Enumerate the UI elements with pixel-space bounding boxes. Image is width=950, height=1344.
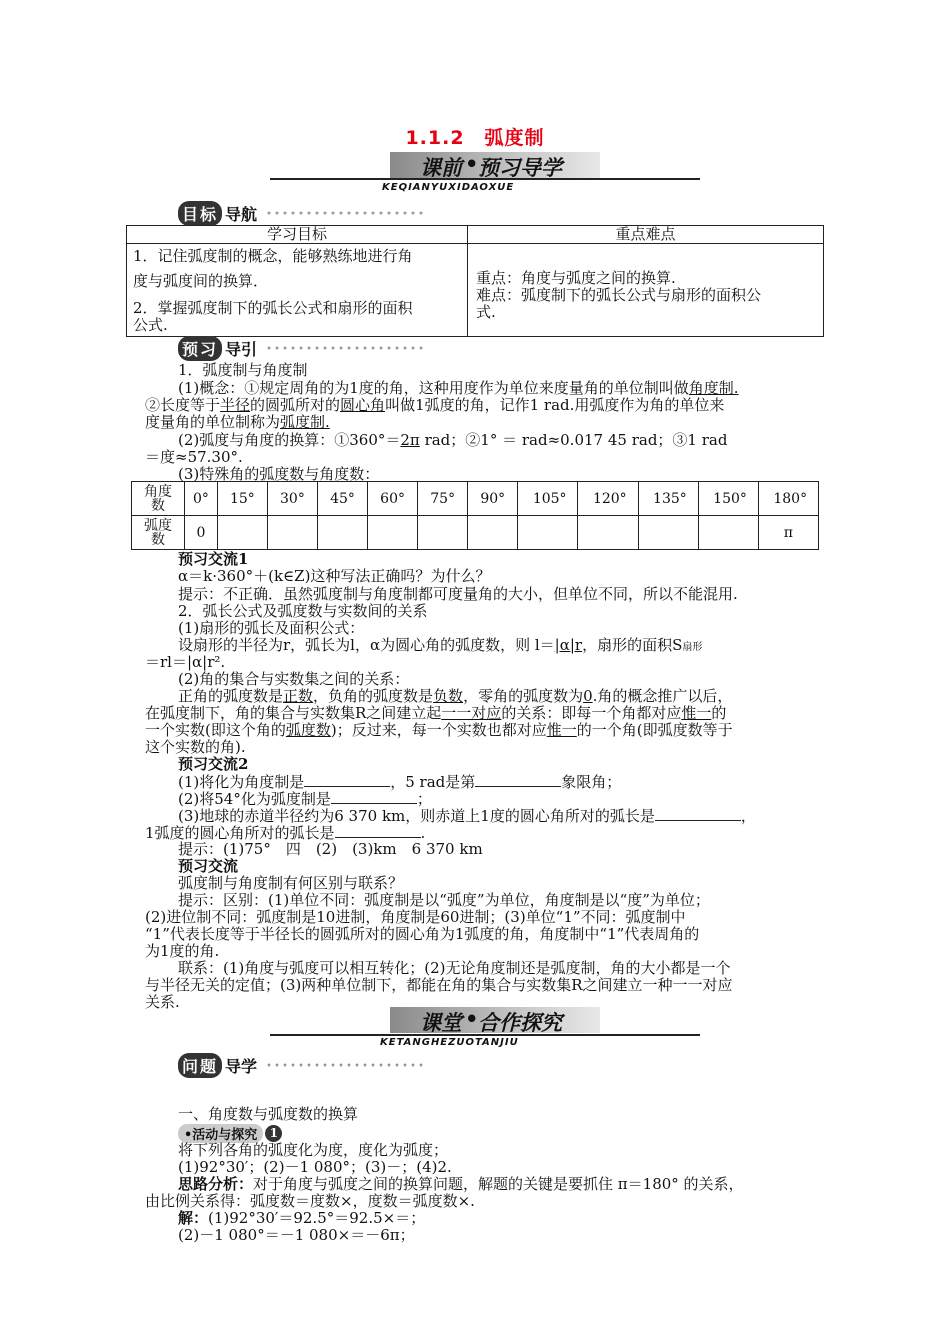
text-line: 2．弧长公式及弧度数与实数间的关系 <box>178 602 428 620</box>
radian-cell <box>418 516 468 550</box>
exchange-heading: 预习交流 <box>178 857 239 875</box>
text-line <box>145 705 726 722</box>
banner-title-sub: 合作探究 <box>478 1011 562 1035</box>
underlined-answer: 弧度数 <box>285 721 331 739</box>
text-line: 弧度制与角度制有何区别与联系？ <box>178 874 404 892</box>
page-title: 1.1.2 弧度制 <box>405 127 545 149</box>
degree-cell: 75° <box>418 482 468 516</box>
banner-pinyin: KETANGHEZUOTANJIU <box>380 1037 519 1048</box>
underlined-answer: 一一对应 <box>441 704 502 722</box>
text-line <box>178 773 621 791</box>
answer-blank[interactable] <box>335 824 421 838</box>
degree-text: 135° <box>653 490 687 507</box>
degree-cell: 60° <box>368 482 418 516</box>
text-span: 的圆弧所对的 <box>250 396 341 414</box>
text-line: 为1度的角. <box>145 942 220 960</box>
exchange-heading: 预习交流1 <box>178 550 249 568</box>
text-line <box>178 432 727 449</box>
underlined-answer: 负数 <box>433 687 464 705</box>
text-span: .角的概念推广以后， <box>592 687 733 705</box>
text-line: 与半径无关的定值；(3)两种单位制下，都能在角的集合与实数集R之间建立一种一一对应 <box>145 976 733 994</box>
keypoint-line: 式. <box>476 303 496 321</box>
underlined-answer: 2π <box>400 431 420 449</box>
text-span: (1)92°30′＝92.5°＝92.5×＝； <box>208 1209 426 1227</box>
text-span: 度量角的单位制称为 <box>145 413 281 431</box>
text-line: “1”代表长度等于半径长的圆弧所对的圆心角为1弧度的角，角度制中“1”代表周角的 <box>145 925 700 943</box>
underlined-answer: 角度制. <box>688 379 739 397</box>
text-line: α＝k·360°＋(k∈Z)这种写法正确吗？为什么？ <box>178 567 491 585</box>
banner-rule <box>270 178 700 180</box>
text-line: (1)扇形的弧长及面积公式： <box>178 619 365 637</box>
underlined-answer: 0 <box>583 687 593 705</box>
text-span: 对于角度与弧度之间的换算问题，解题的关键是要抓住 π＝180° 的关系， <box>253 1175 744 1193</box>
banner-title-dot: • <box>465 1007 479 1031</box>
activity-number: 1 <box>265 1125 282 1142</box>
goal-line: 1．记住弧度制的概念，能够熟练地进行角 <box>133 247 413 265</box>
text-span: 的关系：即每一个角都对应 <box>501 704 682 722</box>
answer-blank[interactable] <box>655 807 741 821</box>
goal-header-right: 重点难点 <box>468 226 824 244</box>
text-span: ，扇形的面积S <box>582 636 683 654</box>
text-line <box>145 414 330 431</box>
banner-title-main: 课堂 <box>420 1011 462 1035</box>
radian-cell <box>578 516 638 550</box>
activity-label <box>178 1124 282 1142</box>
text-line <box>178 688 732 705</box>
subsection-heading: 一、角度数与弧度数的换算 <box>178 1105 359 1123</box>
text-span: 1弧度的圆心角所对的弧长是 <box>145 824 335 842</box>
special-angle-table <box>131 481 819 550</box>
degree-cell <box>758 482 818 516</box>
goal-line: 度与弧度间的换算． <box>133 272 269 290</box>
radian-cell <box>638 516 698 550</box>
text-line <box>178 790 432 808</box>
text-line: 关系. <box>145 993 180 1011</box>
underlined-answer: 圆心角 <box>340 396 386 414</box>
degree-text: 150° <box>713 490 747 507</box>
answer-blank[interactable] <box>331 790 417 804</box>
text-line <box>145 722 733 739</box>
subscript: 扇形 <box>682 642 703 653</box>
text-span: ； <box>416 790 432 808</box>
goal-line: 公式. <box>133 316 168 334</box>
bold-label: 解： <box>178 1209 209 1227</box>
banner-title-dot: • <box>465 152 479 176</box>
text-span: rad；②1° ＝ rad≈0.017 45 rad；③1 rad <box>419 431 728 449</box>
underlined-answer: |α|r <box>554 636 583 654</box>
text-line: 提示：(1)75° 四 (2) (3)km 6 370 km <box>178 840 483 858</box>
answer-blank[interactable] <box>304 773 390 787</box>
radian-cell <box>518 516 578 550</box>
row-label-text: 弧度数 <box>144 517 172 548</box>
radian-cell: 0 <box>185 516 218 550</box>
text-span: 正角的弧度数是 <box>178 687 284 705</box>
text-line <box>145 397 724 414</box>
goal-keypoints-cell <box>468 244 824 337</box>
degree-text: 105° <box>532 490 567 507</box>
text-span: 设扇形的半径为r，弧长为l，α为圆心角的弧度数，则 l＝ <box>178 636 555 654</box>
exchange-heading: 预习交流2 <box>178 755 249 773</box>
goal-line: 2．掌握弧度制下的弧长公式和扇形的面积 <box>133 299 413 317</box>
degree-cell: 0° <box>185 482 218 516</box>
degree-cell <box>518 482 578 516</box>
text-span: 象限角； <box>561 773 622 791</box>
banner-pinyin: KEQIANYUXIDAOXUE <box>382 182 515 193</box>
banner-rule <box>270 1034 700 1036</box>
text-line: (3)特殊角的弧度数与角度数： <box>178 465 380 483</box>
degree-text: 180° <box>773 490 808 507</box>
goal-header-left: 学习目标 <box>127 226 468 244</box>
activity-text: •活动与探究 <box>178 1124 263 1143</box>
text-span: ，零角的弧度数为 <box>463 687 584 705</box>
text-span: 一个实数(即这个角的 <box>145 721 286 739</box>
row-label-text: 角度数 <box>144 483 172 514</box>
section-preview <box>178 336 425 360</box>
radian-cell <box>217 516 267 550</box>
degree-cell <box>638 482 698 516</box>
text-span: (1)将化为角度制是 <box>178 773 305 791</box>
degree-cell <box>578 482 638 516</box>
text-line <box>178 807 756 825</box>
text-span: (2)弧度与角度的换算：①360°＝ <box>178 431 401 449</box>
row-label <box>132 516 185 550</box>
section-pill: 预习 <box>178 336 222 361</box>
text-line: 由比例关系得：弧度数＝度数×，度数＝弧度数×. <box>145 1192 475 1210</box>
radian-cell: π <box>758 516 818 550</box>
underlined-answer: 惟一 <box>546 721 577 739</box>
radian-cell <box>317 516 367 550</box>
text-line: (2)－1 080°＝－1 080×＝－6π； <box>178 1226 415 1244</box>
text-span: )；反过来，每一个实数也都对应 <box>330 721 547 739</box>
text-span: (2)将54°化为弧度制是 <box>178 790 331 808</box>
dotted-divider <box>265 211 425 215</box>
banner-title-main: 课前 <box>420 156 462 180</box>
text-line: 这个实数的角). <box>145 738 246 756</box>
text-span: . <box>420 824 426 842</box>
underlined-answer: 正数 <box>283 687 314 705</box>
text-span: 在弧度制下，角的集合与实数集R之间建立起 <box>145 704 442 722</box>
text-span: (1)概念：①规定周角的为1度的角，这种用度作为单位来度量角的单位制叫做 <box>178 379 689 397</box>
dotted-divider <box>265 1063 425 1067</box>
radian-cell <box>698 516 758 550</box>
section-label: 导引 <box>225 339 258 359</box>
section-question <box>178 1053 425 1077</box>
bold-label: 思路分析： <box>178 1175 254 1193</box>
text-line: ＝rl＝|α|r². <box>145 653 226 671</box>
text-line: (2)进位制不同：弧度制是10进制，角度制是60进制；(3)单位“1”不同：弧度制中 <box>145 908 686 926</box>
text-span: 的一个角(即弧度数等于 <box>576 721 733 739</box>
section-label: 导航 <box>225 204 258 224</box>
text-span: 的 <box>711 704 727 722</box>
text-span: 叫做1弧度的角，记作1 rad.用弧度作为角的单位来 <box>385 396 725 414</box>
text-line <box>178 1176 744 1193</box>
section-pill: 目标 <box>178 201 222 226</box>
keypoint-line: 重点：角度与弧度之间的换算. <box>476 269 676 287</box>
text-span: ，5 rad是第 <box>390 773 476 791</box>
text-line: ＝度≈57.30°. <box>145 448 243 466</box>
text-span: (3)地球的赤道半径约为6 370 km，则赤道上1度的圆心角所对的弧长是 <box>178 807 655 825</box>
goal-learning-cell <box>127 244 468 337</box>
text-span: ， <box>740 807 756 825</box>
text-span: ②长度等于 <box>145 396 221 414</box>
text-line: 提示：不正确．虽然弧度制与角度制都可度量角的大小，但单位不同，所以不能混用. <box>178 585 738 603</box>
underlined-answer: 弧度制. <box>280 413 330 431</box>
underlined-answer: 惟一 <box>681 704 712 722</box>
answer-blank[interactable] <box>475 773 561 787</box>
degree-text: 120° <box>592 490 627 507</box>
radian-cell <box>267 516 317 550</box>
text-line: (1)92°30′；(2)－1 080°；(3)－；(4)2. <box>178 1158 452 1176</box>
text-line: 将下列各角的弧度化为度，度化为弧度； <box>178 1141 449 1159</box>
text-line <box>178 1210 425 1227</box>
text-line <box>178 637 702 656</box>
text-line: (2)角的集合与实数集之间的关系： <box>178 670 410 688</box>
section-pill: 问题 <box>178 1053 222 1078</box>
degree-cell: 90° <box>468 482 518 516</box>
banner-title-sub: 预习导学 <box>478 156 562 180</box>
text-line: 1．弧度制与角度制 <box>178 361 308 379</box>
degree-cell: 30° <box>267 482 317 516</box>
section-goal-nav <box>178 201 425 225</box>
text-line: 提示：区别：(1)单位不同：弧度制是以“弧度”为单位，角度制是以“度”为单位； <box>178 891 710 909</box>
degree-cell: 15° <box>217 482 267 516</box>
degree-cell <box>698 482 758 516</box>
degree-cell: 45° <box>317 482 367 516</box>
goal-table <box>126 225 824 337</box>
radian-cell <box>368 516 418 550</box>
text-span: ，负角的弧度数是 <box>313 687 434 705</box>
dotted-divider <box>265 346 425 350</box>
text-line <box>178 380 739 397</box>
underlined-answer: 半径 <box>220 396 251 414</box>
text-line: 联系：(1)角度与弧度可以相互转化；(2)无论角度制还是弧度制，角的大小都是一个 <box>178 959 731 977</box>
keypoint-line: 难点：弧度制下的弧长公式与扇形的面积公 <box>476 286 762 304</box>
radian-cell <box>468 516 518 550</box>
row-label <box>132 482 185 516</box>
section-label: 导学 <box>225 1056 258 1076</box>
